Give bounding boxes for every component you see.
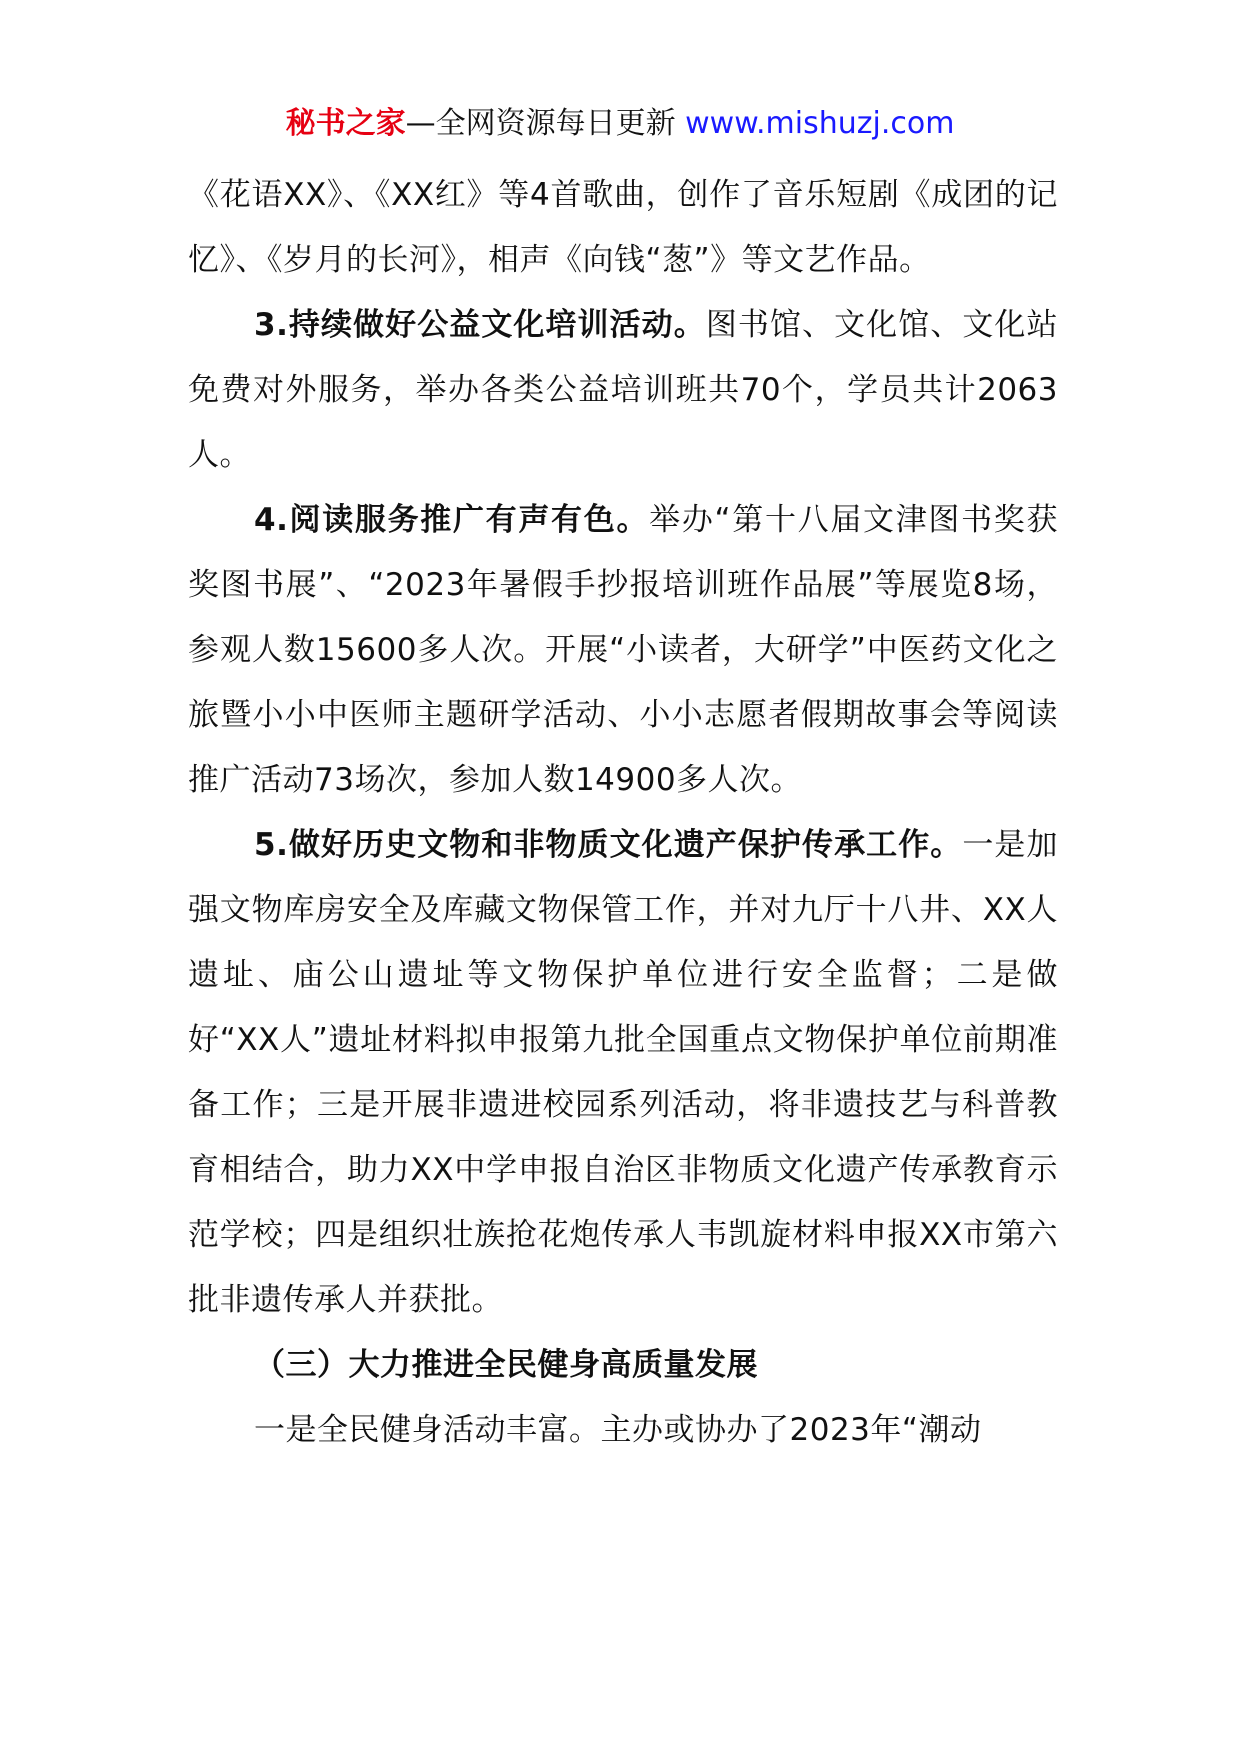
brand-name: 秘书之家 <box>285 106 406 141</box>
header-slogan: —全网资源每日更新 <box>405 106 686 141</box>
paragraph-lead: 3.持续做好公益文化培训活动。 <box>254 307 706 343</box>
paragraph-last: 一是全民健身活动丰富。主办或协办了2023年“潮动 <box>254 1412 982 1448</box>
paragraph-continuation <box>188 163 1058 293</box>
paragraph-text: 《花语XX》、《XX红》等4首歌曲，创作了音乐短剧《成团的记忆》、《岁月的长河》，相声《向钱“葱”》等文艺作品。 <box>188 177 1058 278</box>
document-body <box>188 163 1058 1463</box>
paragraph-lead: 5.做好历史文物和非物质文化遗产保护传承工作。 <box>254 827 963 863</box>
paragraph-text: 一是加强文物库房安全及库藏文物保管工作，并对九厅十八井、XX人遗址、庙公山遗址等文物保护单位进行安全监督；二是做好“XX人”遗址材料拟申报第九批全国重点文物保护单位前期准备工作；三是开展非遗进校园系列活动，将非遗技艺与科普教育相结合，助力XX中学申报自治区非物质文化遗产传承教育示范学校；四是组织壮族抢花炮传承人韦凯旋材料申报XX市第六批非遗传承人并获批。 <box>188 827 1058 1318</box>
section-heading: （三）大力推进全民健身高质量发展 <box>254 1347 758 1383</box>
paragraph-item-5 <box>188 813 1058 1333</box>
paragraph-item-3 <box>188 293 1058 488</box>
paragraph-text: 图书馆、文化馆、文化站免费对外服务，举办各类公益培训班共70个，学员共计2063人。 <box>188 307 1058 473</box>
paragraph-item-4 <box>188 488 1058 813</box>
site-header <box>0 102 1240 146</box>
paragraph-lead: 4.阅读服务推广有声有色。 <box>254 502 650 538</box>
paragraph-text: 举办“第十八届文津图书奖获奖图书展”、“2023年暑假手抄报培训班作品展”等展览8场，参观人数15600多人次。开展“小读者，大研学”中医药文化之旅暨小小中医师主题研学活动、小小志愿者假期故事会等阅读推广活动73场次，参加人数14900多人次。 <box>188 502 1058 798</box>
site-url-link[interactable]: www.mishuzj.com <box>685 106 955 141</box>
